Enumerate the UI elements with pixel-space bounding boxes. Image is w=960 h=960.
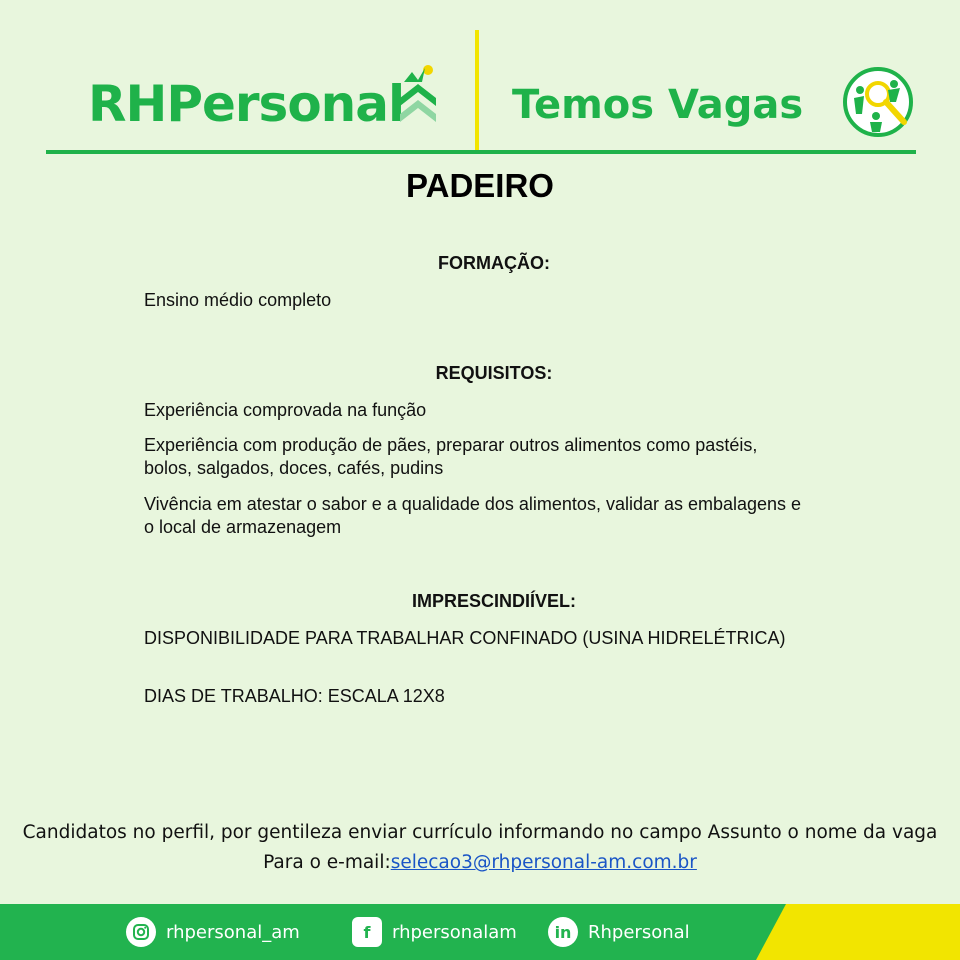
imprescindivel-heading: IMPRESCINDIÍVEL: — [411, 591, 576, 611]
imprescindivel-item: DISPONIBILIDADE PARA TRABALHAR CONFINADO (USINA HIDRELÉTRICA) — [144, 628, 786, 648]
instagram-handle: rhpersonal_am — [166, 921, 300, 943]
job-title: PADEIRO — [406, 167, 554, 204]
requisitos-item: Vivência em atestar o sabor e a qualidade dos alimentos, validar as embalagens e o local de armazenagem — [144, 494, 802, 537]
application-instructions — [20, 818, 940, 878]
logo-text: RHPersonal — [88, 75, 405, 133]
header-rule — [46, 150, 916, 154]
people-arrow-logo-icon — [398, 62, 438, 128]
formacao-heading: FORMAÇÃO: — [438, 253, 550, 273]
application-note: Candidatos no perfil, por gentileza enviar currículo informando no campo Assunto o nome da vaga Para o e-mail: — [22, 822, 938, 873]
linkedin-icon: in — [548, 917, 578, 947]
social-bar — [0, 904, 960, 960]
linkedin-handle: Rhpersonal — [588, 921, 690, 943]
header-title: Temos Vagas — [512, 82, 804, 128]
linkedin-link[interactable] — [548, 904, 690, 960]
facebook-handle: rhpersonalam — [392, 921, 517, 943]
facebook-icon: f — [352, 917, 382, 947]
requisitos-item: Experiência comprovada na função — [144, 400, 427, 420]
facebook-link[interactable] — [352, 904, 517, 960]
requisitos-heading: REQUISITOS: — [435, 363, 553, 383]
vertical-divider — [475, 30, 479, 150]
instagram-link[interactable] — [126, 904, 300, 960]
recruitment-badge-icon — [836, 66, 922, 140]
formacao-item: Ensino médio completo — [144, 290, 332, 310]
instagram-icon — [126, 917, 156, 947]
requisitos-item: Experiência com produção de pães, preparar outros alimentos como pastéis, bolos, salgados, doces, cafés, pudins — [144, 435, 758, 478]
email-link[interactable]: selecao3@rhpersonal-am.com.br — [390, 852, 697, 873]
imprescindivel-item: DIAS DE TRABALHO: ESCALA 12X8 — [144, 686, 445, 706]
header — [0, 0, 960, 160]
